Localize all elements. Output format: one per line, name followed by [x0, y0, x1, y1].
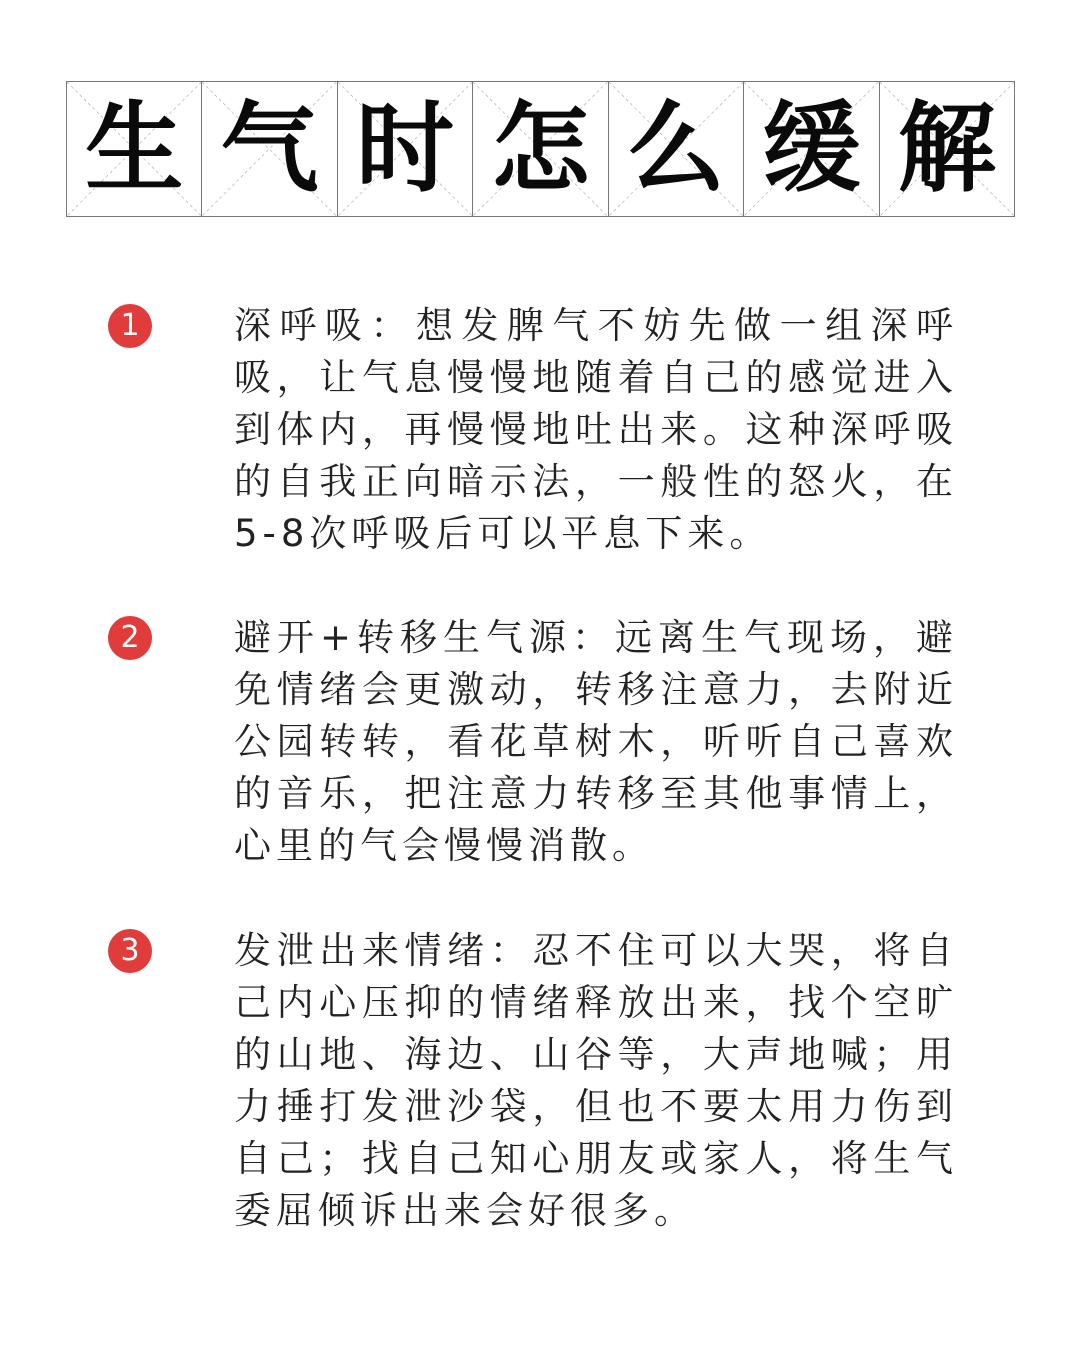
number-badge: 1	[108, 304, 152, 348]
number-badge: 3	[108, 929, 152, 973]
title-char: 解	[897, 92, 996, 206]
tip-text: 发泄出来情绪：忍不住可以大哭，将自己内心压抑的情绪释放出来，找个空旷的山地、海边、山谷等，大声地喊；用力捶打发泄沙袋，但也不要太用力伤到自己；找自己知心朋友或家人，将生气委屈倾诉出来会好很多。	[234, 929, 958, 1232]
title-char: 么	[626, 92, 725, 206]
title-char: 缓	[762, 92, 861, 206]
title-char: 时	[356, 92, 455, 206]
title-char: 生	[85, 92, 184, 206]
title-char: 气	[220, 92, 319, 206]
title-cell	[880, 81, 1015, 217]
title-cell	[473, 81, 608, 217]
title-grid	[66, 81, 1015, 217]
tip-text: 深呼吸：想发脾气不妨先做一组深呼吸，让气息慢慢地随着自己的感觉进入到体内，再慢慢地吐出来。这种深呼吸的自我正向暗示法，一般性的怒火，在5-8次呼吸后可以平息下来。	[234, 304, 958, 555]
number-badge: 2	[108, 616, 152, 660]
title-cell	[609, 81, 744, 217]
title-cell	[744, 81, 879, 217]
title-char: 怎	[491, 92, 590, 206]
title-cell	[67, 81, 202, 217]
title-cell	[338, 81, 473, 217]
title-cell	[202, 81, 337, 217]
tip-text: 避开+转移生气源：远离生气现场，避免情绪会更激动，转移注意力，去附近公园转转，看花草树木，听听自己喜欢的音乐，把注意力转移至其他事情上，心里的气会慢慢消散。	[234, 616, 958, 867]
